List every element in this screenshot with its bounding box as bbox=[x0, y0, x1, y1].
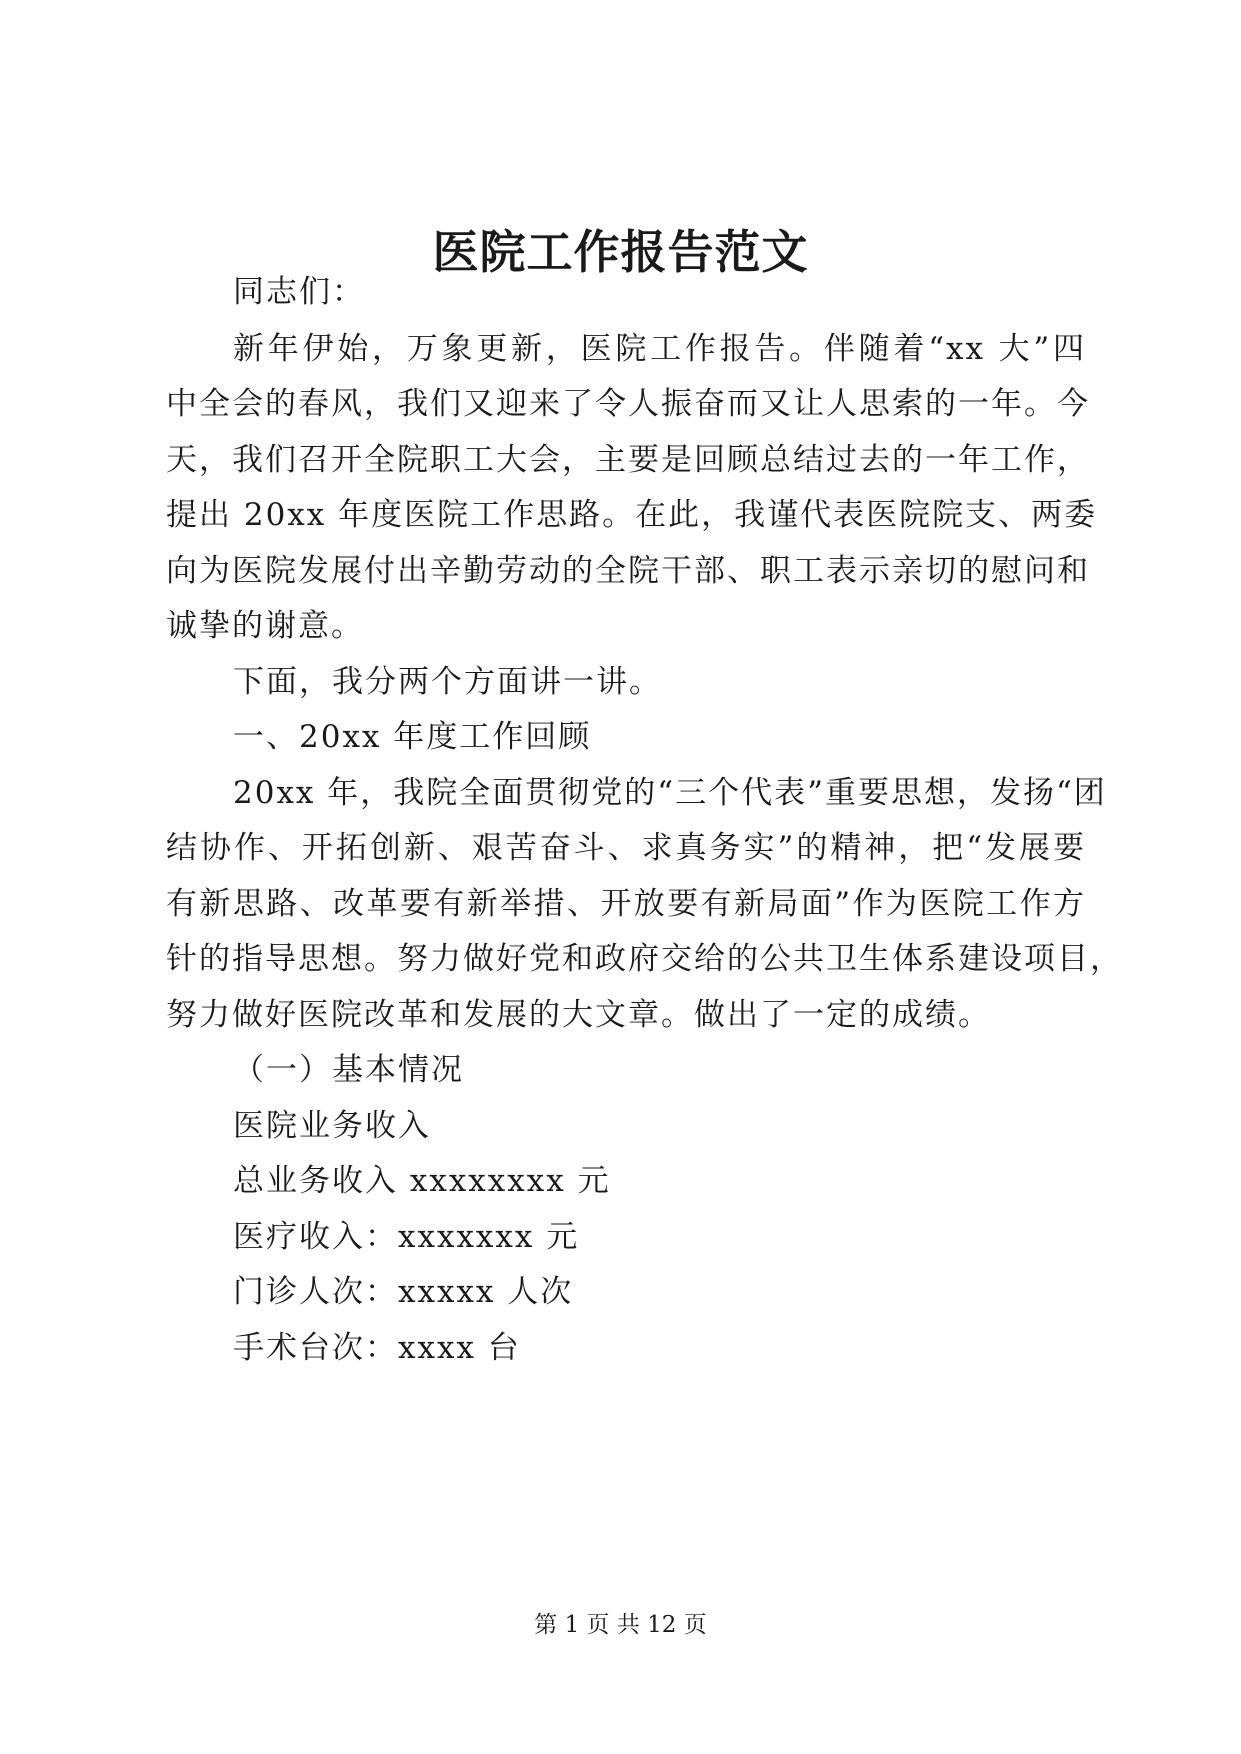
salutation: 同志们： bbox=[233, 274, 365, 310]
paragraph-1-line-5: 向为医院发展付出辛勤劳动的全院干部、职工表示亲切的慰问和 bbox=[166, 553, 1090, 589]
paragraph-3-line-3: 有新思路、改革要有新举措、开放要有新局面”作为医院工作方 bbox=[166, 886, 1086, 922]
list-item: 手术台次：xxxx 台 bbox=[233, 1330, 521, 1366]
paragraph-1-line-3: 天，我们召开全院职工大会，主要是回顾总结过去的一年工作， bbox=[166, 442, 1090, 478]
list-item: 门诊人次：xxxxx 人次 bbox=[233, 1274, 574, 1310]
list-item: 医疗收入：xxxxxxx 元 bbox=[233, 1219, 580, 1255]
document-title: 医院工作报告范文 bbox=[432, 225, 809, 279]
paragraph-1-line-4: 提出 20xx 年度医院工作思路。在此，我谨代表医院院支、两委 bbox=[166, 497, 1098, 533]
paragraph-3-line-2: 结协作、开拓创新、艰苦奋斗、求真务实”的精神，把“发展要 bbox=[166, 830, 1086, 866]
paragraph-1-line-2: 中全会的春风，我们又迎来了令人振奋而又让人思索的一年。今 bbox=[166, 386, 1090, 422]
paragraph-1-line-1: 新年伊始，万象更新，医院工作报告。伴随着“xx 大”四 bbox=[233, 331, 1086, 367]
section-heading-1: 一、20xx 年度工作回顾 bbox=[233, 719, 592, 755]
list-item: 医院业务收入 bbox=[233, 1108, 431, 1144]
page-number-footer: 第 1 页 共 12 页 bbox=[534, 1612, 707, 1638]
paragraph-1-line-6: 诚挚的谢意。 bbox=[166, 608, 364, 644]
subsection-heading-1: （一）基本情况 bbox=[233, 1052, 464, 1088]
paragraph-3-line-1: 20xx 年，我院全面贯彻党的“三个代表”重要思想，发扬“团 bbox=[233, 775, 1107, 811]
paragraph-2: 下面，我分两个方面讲一讲。 bbox=[233, 664, 662, 700]
paragraph-3-line-4: 针的指导思想。努力做好党和政府交给的公共卫生体系建设项目， bbox=[166, 941, 1123, 977]
paragraph-3-line-5: 努力做好医院改革和发展的大文章。做出了一定的成绩。 bbox=[166, 997, 991, 1033]
list-item: 总业务收入 xxxxxxxx 元 bbox=[233, 1163, 611, 1199]
